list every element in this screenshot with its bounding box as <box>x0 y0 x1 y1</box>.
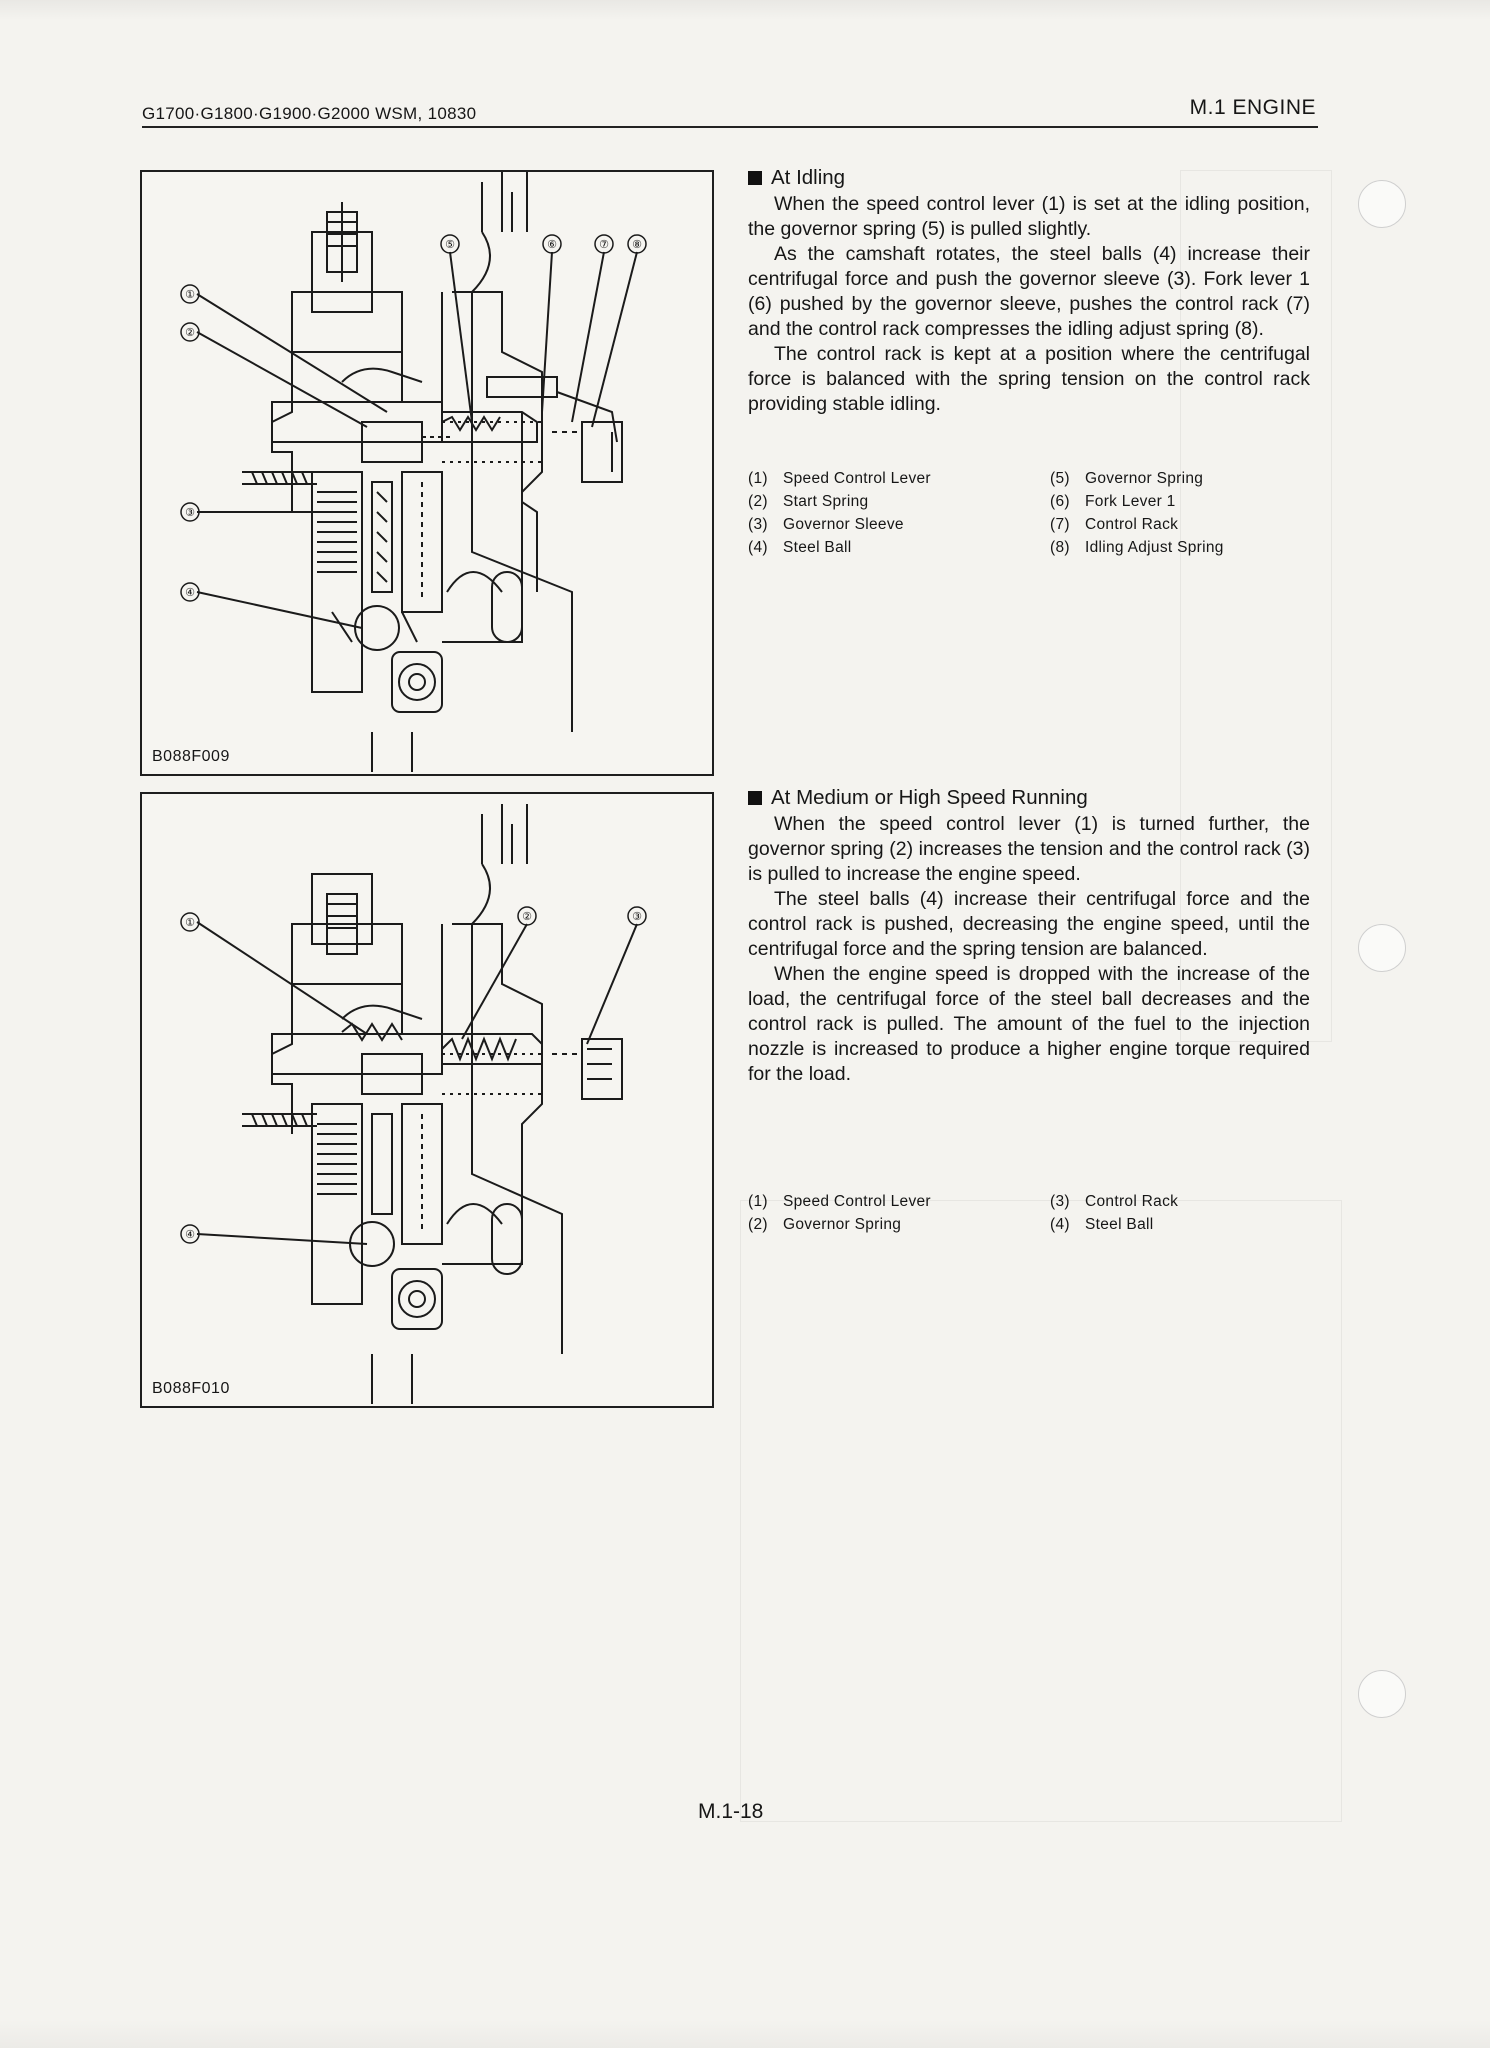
section-at-idling <box>748 166 1310 417</box>
callout-4: ④ <box>185 1229 195 1241</box>
figure-code: B088F010 <box>152 1380 230 1397</box>
governor-diagram-idling <box>142 172 712 774</box>
legend-item: (2) Governor Spring <box>748 1216 902 1233</box>
callout-5: ⑤ <box>445 239 455 251</box>
header-rule <box>142 126 1318 128</box>
legend-column <box>1050 1190 1178 1236</box>
legend-item: (6) Fork Lever 1 <box>1050 493 1176 510</box>
paragraph: The steel balls (4) increase their centrifugal force and the control rack is pushed, decreasing the engine speed, until the centrifugal force and the spring tension are balanced. <box>748 888 1310 960</box>
section-title: M.1 ENGINE <box>1189 96 1316 119</box>
legend-item: (3) Control Rack <box>1050 1193 1179 1210</box>
binder-hole <box>1358 1670 1406 1718</box>
paragraph: When the speed control lever (1) is turned further, the governor spring (2) increases the tension and the control rack (3) is pulled to increase the engine speed. <box>748 813 1310 885</box>
section-heading-text: At Idling <box>771 166 846 189</box>
legend-item: (5) Governor Spring <box>1050 470 1204 487</box>
legend-item: (1) Speed Control Lever <box>748 1193 931 1210</box>
legend-item: (1) Speed Control Lever <box>748 470 931 487</box>
legend-item: (4) Steel Ball <box>748 539 852 556</box>
legend-column <box>748 1190 931 1236</box>
legend-item: (3) Governor Sleeve <box>748 516 904 533</box>
bullet-square-icon <box>748 171 762 185</box>
section-heading-text: At Medium or High Speed Running <box>771 786 1088 809</box>
legend-item: (2) Start Spring <box>748 493 869 510</box>
callout-1: ① <box>185 289 195 301</box>
binder-hole <box>1358 180 1406 228</box>
figure-governor-medium-high-speed <box>140 792 714 1408</box>
legend-column <box>1050 467 1224 559</box>
figure-governor-idling <box>140 170 714 776</box>
callout-4: ④ <box>185 587 195 599</box>
callout-8: ⑧ <box>632 239 642 251</box>
page-number: M.1-18 <box>698 1800 764 1823</box>
paragraph: When the engine speed is dropped with the increase of the load, the centrifugal force of the steel ball decreases and the control rack is pulled. The amount of the fuel to the injection nozzle is increased to produce a higher engine torque required for the load. <box>748 963 1310 1085</box>
callout-7: ⑦ <box>599 239 609 251</box>
callout-2: ② <box>185 327 195 339</box>
section-medium-high-speed <box>748 786 1310 1087</box>
binder-hole <box>1358 924 1406 972</box>
callout-3: ③ <box>632 911 642 923</box>
legend-item: (4) Steel Ball <box>1050 1216 1154 1233</box>
paragraph: The control rack is kept at a position where the centrifugal force is balanced with the spring tension on the control rack providing stable idling. <box>748 343 1310 415</box>
section-heading <box>748 166 1310 190</box>
document-reference: G1700·G1800·G1900·G2000 WSM, 10830 <box>142 104 477 123</box>
governor-diagram-running <box>142 794 712 1406</box>
paragraph: When the speed control lever (1) is set at the idling position, the governor spring (5) is pulled slightly. <box>748 193 1310 240</box>
bullet-square-icon <box>748 791 762 805</box>
callout-1: ① <box>185 917 195 929</box>
callout-2: ② <box>522 911 532 923</box>
legend-item: (8) Idling Adjust Spring <box>1050 539 1224 556</box>
legend-item: (7) Control Rack <box>1050 516 1179 533</box>
figure-code: B088F009 <box>152 748 230 765</box>
section-heading <box>748 786 1310 810</box>
callout-3: ③ <box>185 507 195 519</box>
callout-6: ⑥ <box>547 239 557 251</box>
legend-column <box>748 467 931 559</box>
paragraph: As the camshaft rotates, the steel balls (4) increase their centrifugal force and push the governor sleeve (3). Fork lever 1 (6) pushed by the governor sleeve, pushes the control rack (7) and the control rack compresses the idling adjust spring (8). <box>748 243 1310 340</box>
bleed-through-mark <box>740 1200 1342 1822</box>
